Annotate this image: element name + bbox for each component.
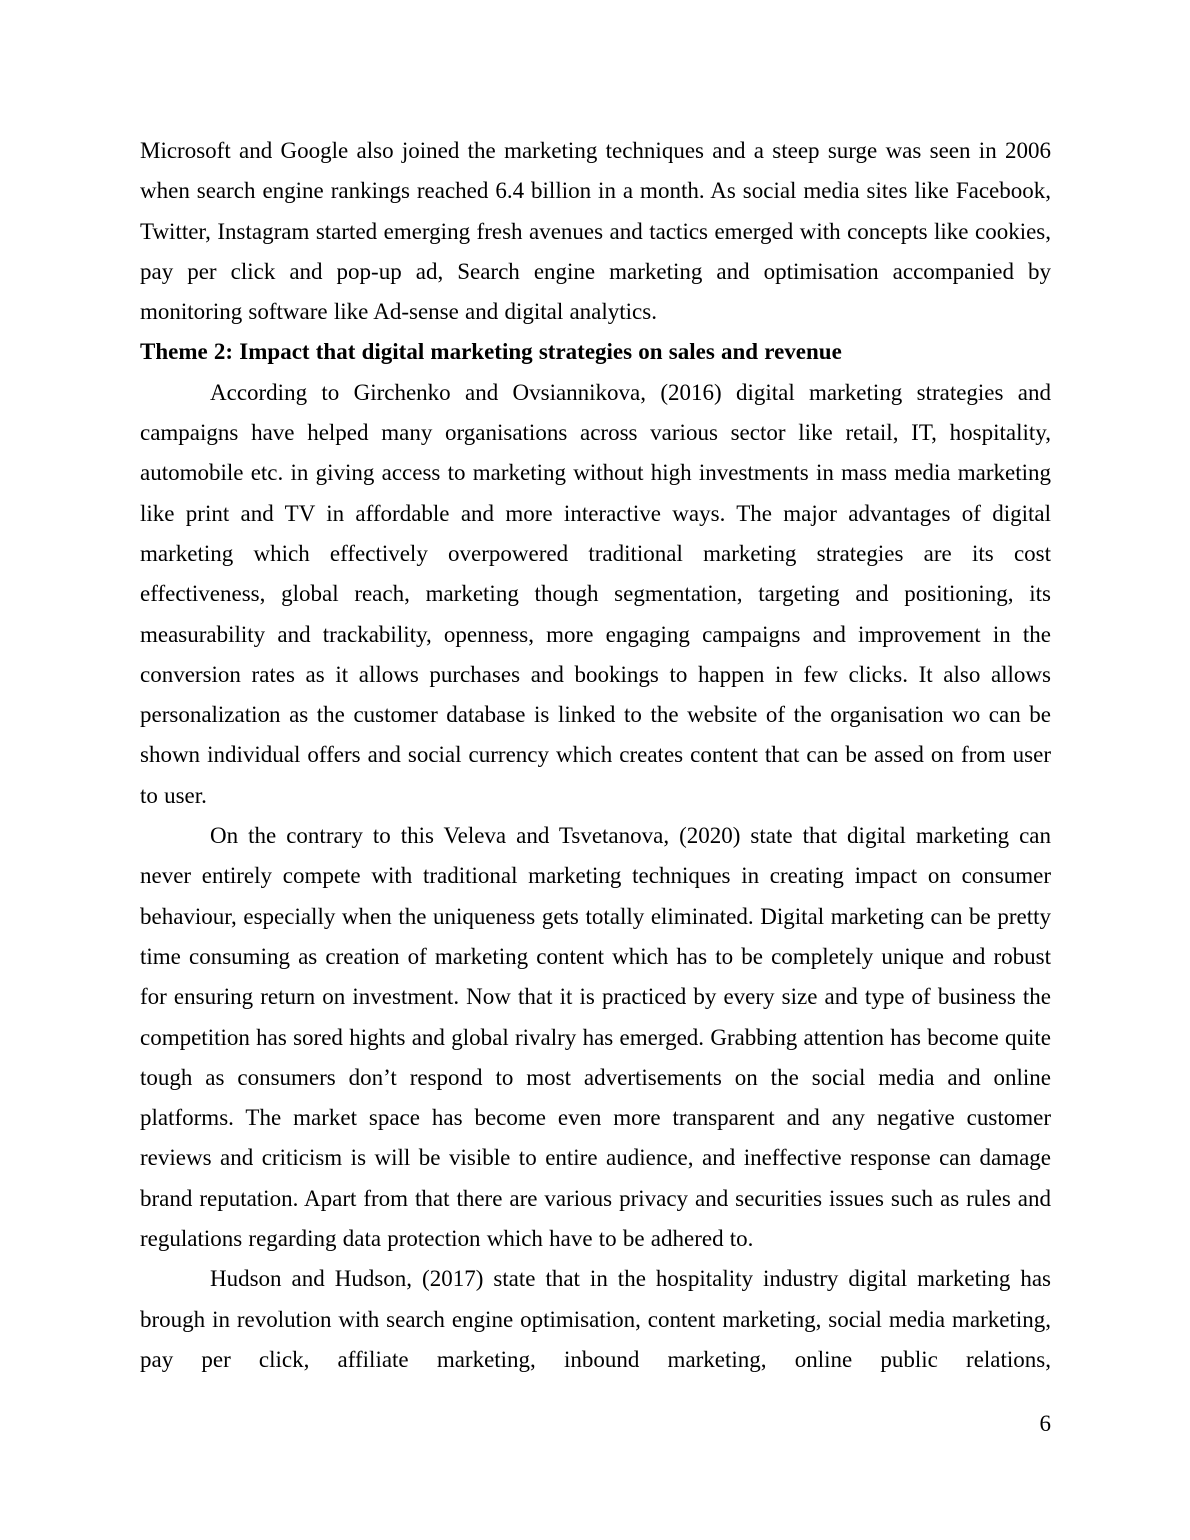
paragraph-hudson-hudson: Hudson and Hudson, (2017) state that in the hospitality industry digital marketing has brough in revolution with search engine optimisation, content marketing, social media marketing, pay per click, affiliate marketing, inbound marketing, online public relations,: [140, 1266, 1051, 1372]
theme-2-heading: Theme 2: Impact that digital marketing strategies on sales and revenue: [140, 339, 842, 365]
document-text-block: [140, 131, 1051, 1380]
paragraph-veleva-tsvetanova: On the contrary to this Veleva and Tsvetanova, (2020) state that digital marketing can never entirely compete with traditional marketing techniques in creating impact on consumer behaviour, especially when the uniqueness gets totally eliminated. Digital marketing can be pretty time consuming as creation of marketing content which has to be completely unique and robust for ensuring return on investment. Now that it is practiced by every size and type of business the competition has sored hights and global rivalry has emerged. Grabbing attention has become quite tough as consumers don’t respond to most advertisements on the social media and online platforms. The market space has become even more transparent and any negative customer reviews and criticism is will be visible to entire audience, and ineffective response can damage brand reputation. Apart from that there are various privacy and securities issues such as rules and regulations regarding data protection which have to be adhered to.: [140, 823, 1051, 1252]
paragraph-girchenko-ovsiannikova: According to Girchenko and Ovsiannikova, (2016) digital marketing strategies and campaigns have helped many organisations across various sector like retail, IT, hospitality, automobile etc. in giving access to marketing without high investments in mass media marketing like print and TV in affordable and more interactive ways. The major advantages of digital marketing which effectively overpowered traditional marketing strategies are its cost effectiveness, global reach, marketing though segmentation, targeting and positioning, its measurability and trackability, openness, more engaging campaigns and improvement in the conversion rates as it allows purchases and bookings to happen in few clicks. It also allows personalization as the customer database is linked to the website of the organisation wo can be shown individual offers and social currency which creates content that can be assed on from user to user.: [140, 379, 1051, 808]
page-number: 6: [1039, 1411, 1051, 1436]
paragraph-continuation: Microsoft and Google also joined the marketing techniques and a steep surge was seen in 2006 when search engine rankings reached 6.4 billion in a month. As social media sites like Facebook, Twitter, Instagram started emerging fresh avenues and tactics emerged with concepts like cookies, pay per click and pop-up ad, Search engine marketing and optimisation accompanied by monitoring software like Ad-sense and digital analytics.: [140, 138, 1051, 325]
